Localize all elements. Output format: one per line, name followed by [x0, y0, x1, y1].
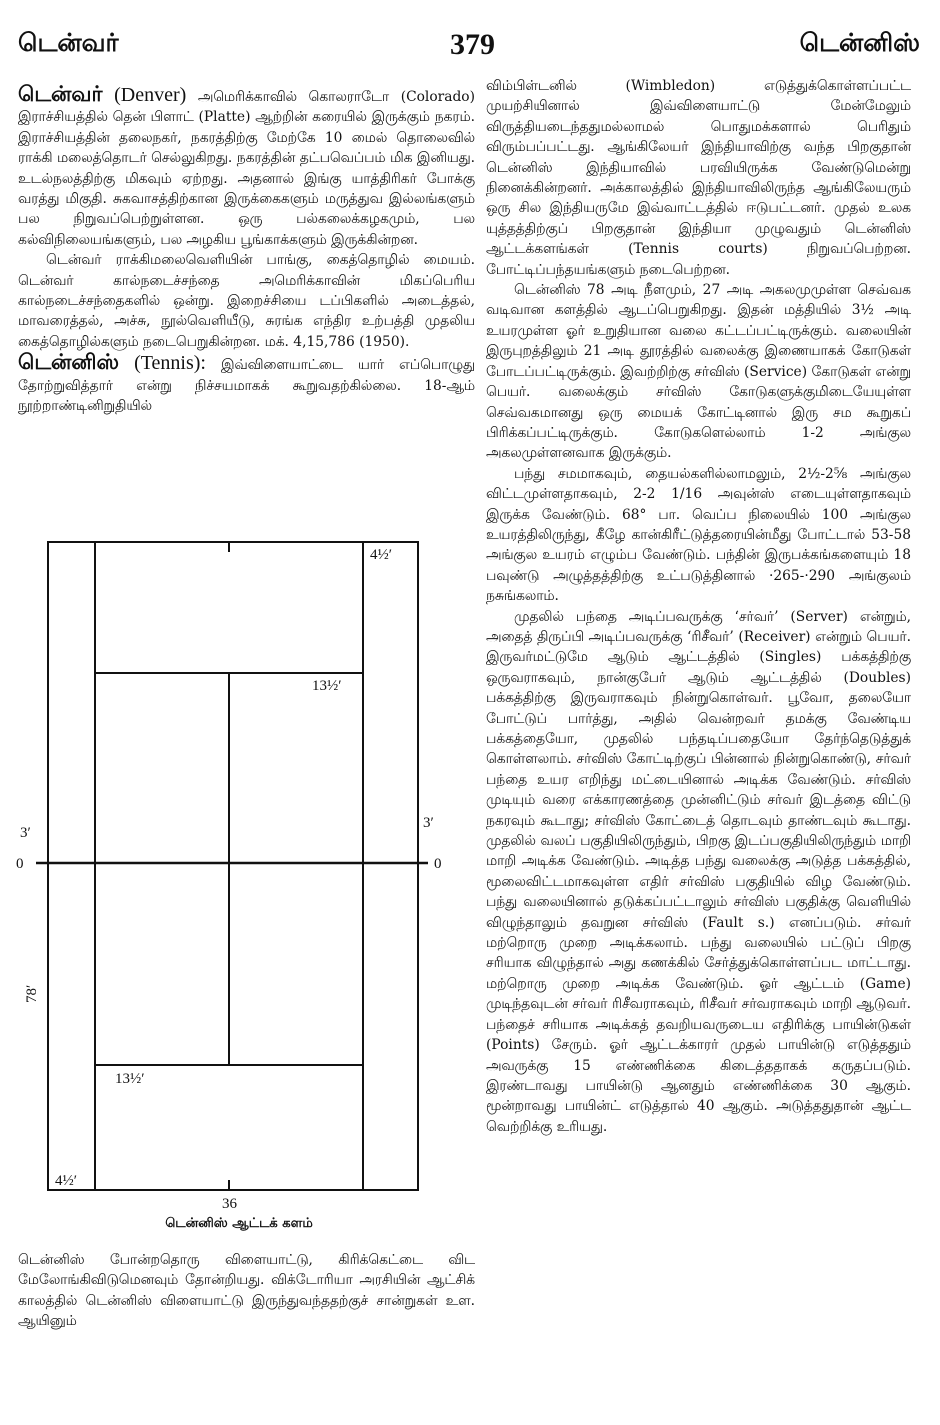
- denver-entry: [18, 81, 475, 250]
- page-number: 379: [450, 28, 495, 61]
- label-lower-service: 13½′: [115, 1071, 145, 1087]
- running-header-right: டென்னிஸ்: [799, 28, 920, 57]
- tennis-title-en: (Tennis):: [134, 352, 206, 375]
- label-court-length: 78′: [24, 984, 40, 1003]
- denver-paragraph-2: டென்வர் ராக்கிமலைவெளியின் பாங்கு, கைத்தொழில் மையம். டென்வர் கால்நடைச்சந்தை அமெரிக்காவின் மிகப்பெரிய கால்நடைச்சந்தைகளில் ஒன்று. இறைச்சியை டப்பிகளில் அடைத்தல், மாவரைத்தல், அச்சு, நூல்வெளியீடு, சுரங்க எந்திர உற்பத்தி முதலிய கைத்தொழில்களும் நடைபெறுகின்றன. மக். 4,15,786 (1950).: [18, 252, 475, 350]
- tennis-entry: [18, 349, 475, 416]
- label-left-zero: 0: [16, 856, 24, 872]
- right-paragraph-1: விம்பிள்டனில் (Wimbledon) எடுத்துக்கொள்ளப்பட்ட முயற்சியினால் இவ்விளையாட்டு மேன்மேலும் விருத்தியடைந்ததுமல்லாமல் பொதுமக்களால் பெரிதும் விரும்பப்பட்டது. ஆங்கிலேயர் இந்தியாவிற்கு வந்த பிறகுதான் டென்னிஸ் இந்தியாவில் பரவியிருக்க வேண்டுமென்று நினைக்கின்றனர். அக்காலத்தில் இந்தியாவிலிருந்த ஆங்கிலேயரும் ஒரு சில இந்தியருமே இவ்வாட்டத்தில் ஈடுபட்டனர். முதல் உலக யுத்தத்திற்குப் பிறகுதான் இந்தியா முழுவதும் டென்னிஸ் ஆட்டக்களங்கள் (Tennis courts) நிறுவப்பெற்றன. போட்டிப்பந்தயங்களும் நடைபெற்றன.: [486, 78, 911, 278]
- right-paragraph-3: பந்து சமமாகவும், தையல்களில்லாமலும், 2½-2⅝ அங்குல விட்டமுள்ளதாகவும், 2-2 1/16 அவுன்ஸ் எடையுள்ளதாகவும் இருக்க வேண்டும். 68° பா. வெப்ப நிலையில் 100 அங்குல உயரத்திலிருந்து, கீழே கான்கிரீட்டுத்தரையின்மீது போட்டால் 53-58 அங்குல உயரம் எழும்ப வேண்டும். பந்தின் இருபக்கங்களையும் 18 பவுண்டு அழுத்தத்திற்கு உட்படுத்தினால் ·265-·290 அங்குலம் நசுங்கலாம்.: [486, 465, 911, 605]
- right-column: [486, 76, 911, 1137]
- tennis-paragraph-1: இவ்விளையாட்டை யார் எப்பொழுது தோற்றுவித்தார் என்று நிச்சயமாகக் கூறுவதற்கில்லை. 18-ஆம் நூற்றாண்டினிறுதியில்: [18, 357, 475, 415]
- right-paragraph-2: டென்னிஸ் 78 அடி நீளமும், 27 அடி அகலமுமுள்ள செவ்வக வடிவான களத்தில் ஆடப்பெறுகிறது. இதன் மத்தியில் 3½ அடி உயரமுள்ள ஓர் உறுதியான வலை கட்டப்பட்டிருக்கும். வலையின் இருபுறத்திலும் 21 அடி தூரத்தில் வலைக்கு இணையாகக் கோடுகள் போடப்பட்டிருக்கும். இவற்றிற்கு சர்விஸ் (Service) கோடுகள் என்று பெயர். வலைக்கும் சர்விஸ் கோடுகளுக்குமிடையேயுள்ள செவ்வகமானது ஒரு மையக் கோட்டினால் இரு சம கூறுகப் பிரிக்கப்பட்டிருக்கும். கோடுகளெல்லாம் 1-2 அங்குல அகலமுள்ளனவாக இருக்கும்.: [486, 282, 911, 462]
- label-court-width: 36: [222, 1196, 237, 1212]
- label-left-3ft: 3′: [20, 825, 31, 841]
- figure-caption: டென்னிஸ் ஆட்டக் களம்: [165, 1216, 313, 1231]
- left-column: [18, 81, 475, 417]
- right-paragraph-4: முதலில் பந்தை அடிப்பவருக்கு ‘சர்வர்’ (Server) என்றும், அதைத் திருப்பி அடிப்பவருக்கு ‘ரிசீவர்’ (Receiver) என்றும் பெயர். இருவர்மட்டுமே ஆடும் ஆட்டத்தில் (Singles) பக்கத்திற்கு ஒருவராகவும், நான்குபேர் ஆடும் ஆட்டத்தில் (Doubles) பக்கத்திற்கு இருவராகவும் நின்றுகொள்வர். பூவோ, தலையோ போட்டுப் பார்த்து, அதில் வென்றவர் தமக்கு வேண்டிய பக்கத்தையோ, முதலில் பந்தடிப்பதையோ தேர்ந்தெடுத்துக் கொள்ளலாம். சர்விஸ் கோட்டிற்குப் பின்னால் நின்றுகொண்டு, சர்வர் பந்தை உயர எறிந்து மட்டையினால் அடிக்க வேண்டும். சர்விஸ் முடியும் வரை எக்காரணத்தை முன்னிட்டும் சர்வர் இடத்தை விட்டு நகரவும் கூடாது; சர்விஸ் கோட்டைத் தொடவும் தாண்டவும் கூடாது. முதலில் வலப் பகுதியிலிருந்தும், பிறகு இடப்பகுதியிலிருந்தும் மாறி மாறி அடிக்க வேண்டும். அடித்த பந்து வலைக்கு அடுத்த பக்கத்தில், மூலைவிட்டமாகவுள்ள எதிர் சர்விஸ் பகுதியில் விழ வேண்டும். பந்து வலையினால் தடுக்கப்பட்டாலும் சர்விஸ் பகுதிக்கு வெளியில் விழுந்தாலும் தவறுன சர்விஸ் (Fault s.) எனப்படும். சர்வர் மற்றொரு முறை அடிக்கலாம். பந்து வலையில் பட்டுப் பிறகு சரியாக விழுந்தால் அது கணக்கில் சேர்த்துக்கொள்ளப்பட மாட்டாது. மற்றொரு முறை அடிக்க வேண்டும். ஓர் ஆட்டம் (Game) முடிந்தவுடன் சர்வர் ரிசீவராகவும், ரிசீவர் சர்வராகவும் மாறி ஆடுவர். பந்தைச் சரியாக அடிக்கத் தவறியவருடைய எதிரிக்கு பாயின்டுகள் (Points) சேரும். ஓர் ஆட்டக்காரர் முதல் பாயின்டு எடுத்ததும் அவருக்கு 15 எண்ணிக்கை கிடைத்ததாகக் கருதப்படும். இரண்டாவது பாயின்டு ஆனதும் எண்ணிக்கை 30 ஆகும். மூன்றாவது பாயின்ட் எடுத்தால் 40 ஆகும். அடுத்ததுதான் ஆட்ட வெற்றிக்கு உரியது.: [486, 608, 911, 1135]
- denver-title: டென்வர்: [18, 81, 103, 106]
- tennis-court-diagram: [0, 535, 478, 1235]
- label-right-zero: 0: [434, 856, 442, 872]
- running-header-left: டென்வர்: [18, 28, 119, 57]
- label-bottom-left-width: 4½′: [55, 1173, 78, 1189]
- label-top-right-width: 4½′: [370, 547, 393, 563]
- left-column-bottom: [18, 1250, 475, 1332]
- tennis-title: டென்னிஸ்: [18, 349, 120, 375]
- denver-paragraph-1: அமெரிக்காவில் கொலராடோ (Colorado) இராச்சியத்தில் தென் பிளாட் (Platte) ஆற்றின் கரையில் இருக்கும் நகரம். இராச்சியத்தின் தலைநகர், நகரத்திற்கு மேற்கே 10 மைல் தொலைவில் ராக்கி மலைத்தொடர் செல்லுகிறது. நகரத்தின் தட்பவெப்பம் மிக இனியது. உடல்நலத்திற்கு மிகவும் ஏற்றது. அதனால் இங்கு யாத்திரிகர் போக்கு வரத்து மிகுதி. சுகவாசத்திற்கான இருக்கைகளும் மருத்துவ இல்லங்களும் பல நிறுவப்பெற்றுள்ளன. ஒரு பல்கலைக்கழகமும், பல கல்விநிலையங்களும், பல அழகிய பூங்காக்களும் இருக்கின்றன.: [18, 89, 475, 248]
- label-right-3ft: 3′: [423, 815, 434, 831]
- label-upper-service: 13½′: [312, 678, 342, 694]
- tennis-paragraph-bottom: டென்னிஸ் போன்றதொரு விளையாட்டு, கிரிக்கெட்டை விட மேலோங்கிவிடுமெனவும் தோன்றியது. விக்டோரியா அரசியின் ஆட்சிக் காலத்தில் டென்னிஸ் விளையாட்டு இருந்துவந்ததற்குச் சான்றுகள் உள. ஆயினும்: [18, 1252, 475, 1330]
- denver-title-en: (Denver): [114, 84, 187, 106]
